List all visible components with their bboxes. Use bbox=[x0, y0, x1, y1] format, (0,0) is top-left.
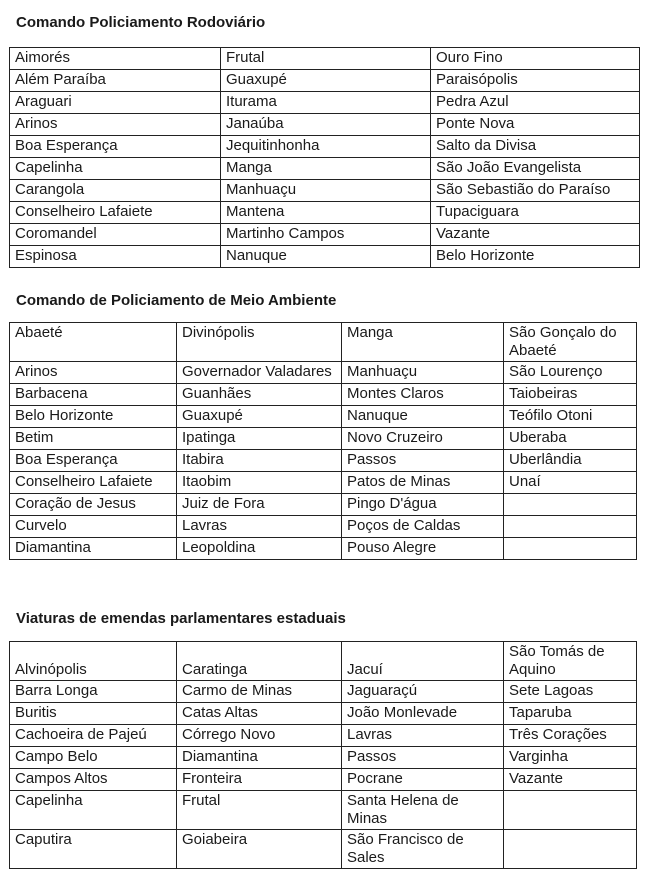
table-cell: São Lourenço bbox=[504, 362, 637, 384]
table-cell: Pocrane bbox=[342, 769, 504, 791]
table-row bbox=[10, 747, 637, 769]
table-cell: Novo Cruzeiro bbox=[342, 428, 504, 450]
table-cell: Córrego Novo bbox=[177, 725, 342, 747]
table-cell: Barra Longa bbox=[10, 681, 177, 703]
table-cell: Guaxupé bbox=[221, 70, 431, 92]
table-cell: Betim bbox=[10, 428, 177, 450]
table-cell: Além Paraíba bbox=[10, 70, 221, 92]
table-cell: Curvelo bbox=[10, 516, 177, 538]
table-cell: Ouro Fino bbox=[431, 48, 640, 70]
table-cell bbox=[504, 830, 637, 869]
table-row bbox=[10, 70, 640, 92]
table-cell: Diamantina bbox=[177, 747, 342, 769]
table-cell: Belo Horizonte bbox=[10, 406, 177, 428]
table-row bbox=[10, 406, 637, 428]
table-row bbox=[10, 516, 637, 538]
section-title-meio-ambiente: Comando de Policiamento de Meio Ambiente bbox=[16, 292, 337, 309]
table-row bbox=[10, 48, 640, 70]
table-cell: Guanhães bbox=[177, 384, 342, 406]
table-row bbox=[10, 538, 637, 560]
table-cell: Sete Lagoas bbox=[504, 681, 637, 703]
table-cell: Carmo de Minas bbox=[177, 681, 342, 703]
table-cell: Capelinha bbox=[10, 158, 221, 180]
table-cell: Catas Altas bbox=[177, 703, 342, 725]
table-cell: Boa Esperança bbox=[10, 136, 221, 158]
table-cell: Coração de Jesus bbox=[10, 494, 177, 516]
table-cell: Teófilo Otoni bbox=[504, 406, 637, 428]
table-row bbox=[10, 791, 637, 830]
table-row bbox=[10, 224, 640, 246]
table-cell: Capelinha bbox=[10, 791, 177, 830]
table-cell: Frutal bbox=[177, 791, 342, 830]
table-row bbox=[10, 703, 637, 725]
table-cell: Janaúba bbox=[221, 114, 431, 136]
table-cell: Araguari bbox=[10, 92, 221, 114]
table-row bbox=[10, 472, 637, 494]
section-title-rodoviario: Comando Policiamento Rodoviário bbox=[16, 14, 266, 31]
table-cell: Fronteira bbox=[177, 769, 342, 791]
table-row bbox=[10, 642, 637, 681]
table-row bbox=[10, 725, 637, 747]
table-cell: Abaeté bbox=[10, 323, 177, 362]
table-cell bbox=[504, 791, 637, 830]
table-cell: São Tomás de Aquino bbox=[504, 642, 637, 681]
table-cell: Uberlândia bbox=[504, 450, 637, 472]
table-cell: Manga bbox=[342, 323, 504, 362]
table-row bbox=[10, 681, 637, 703]
table-cell: Iturama bbox=[221, 92, 431, 114]
table-cell: Montes Claros bbox=[342, 384, 504, 406]
table-row bbox=[10, 323, 637, 362]
table-cell: Campo Belo bbox=[10, 747, 177, 769]
table-cell: Diamantina bbox=[10, 538, 177, 560]
table-row bbox=[10, 384, 637, 406]
table-cell: Uberaba bbox=[504, 428, 637, 450]
table-cell: São João Evangelista bbox=[431, 158, 640, 180]
table-cell: Vazante bbox=[431, 224, 640, 246]
table-cell: Arinos bbox=[10, 114, 221, 136]
table-cell: Carangola bbox=[10, 180, 221, 202]
table-cell: Espinosa bbox=[10, 246, 221, 268]
table-cell: João Monlevade bbox=[342, 703, 504, 725]
table-row bbox=[10, 92, 640, 114]
table-cell: Nanuque bbox=[342, 406, 504, 428]
table-row bbox=[10, 202, 640, 224]
table-cell: Frutal bbox=[221, 48, 431, 70]
table-meio-ambiente bbox=[9, 322, 637, 560]
table-row bbox=[10, 114, 640, 136]
table-row bbox=[10, 158, 640, 180]
table-cell: São Francisco de Sales bbox=[342, 830, 504, 869]
table-cell: Juiz de Fora bbox=[177, 494, 342, 516]
table-cell: Jequitinhonha bbox=[221, 136, 431, 158]
table-cell bbox=[504, 538, 637, 560]
table-cell: Arinos bbox=[10, 362, 177, 384]
table-cell bbox=[504, 516, 637, 538]
table-cell: Boa Esperança bbox=[10, 450, 177, 472]
table-cell: Pedra Azul bbox=[431, 92, 640, 114]
table-cell: Paraisópolis bbox=[431, 70, 640, 92]
table-cell bbox=[504, 494, 637, 516]
table-cell: Leopoldina bbox=[177, 538, 342, 560]
table-cell: Caputira bbox=[10, 830, 177, 869]
table-cell: Barbacena bbox=[10, 384, 177, 406]
table-cell: Conselheiro Lafaiete bbox=[10, 202, 221, 224]
table-cell: Patos de Minas bbox=[342, 472, 504, 494]
table-cell: Campos Altos bbox=[10, 769, 177, 791]
table-cell: Poços de Caldas bbox=[342, 516, 504, 538]
table-cell: Santa Helena de Minas bbox=[342, 791, 504, 830]
table-cell: Goiabeira bbox=[177, 830, 342, 869]
table-cell: Manga bbox=[221, 158, 431, 180]
table-row bbox=[10, 362, 637, 384]
table-cell: Ponte Nova bbox=[431, 114, 640, 136]
table-row bbox=[10, 450, 637, 472]
table-cell: Salto da Divisa bbox=[431, 136, 640, 158]
table-cell: Taparuba bbox=[504, 703, 637, 725]
table-cell: Divinópolis bbox=[177, 323, 342, 362]
table-cell: Jaguaraçú bbox=[342, 681, 504, 703]
table-cell: Jacuí bbox=[342, 642, 504, 681]
table-cell: Mantena bbox=[221, 202, 431, 224]
table-cell: Ipatinga bbox=[177, 428, 342, 450]
table-cell: Nanuque bbox=[221, 246, 431, 268]
table-cell: Itabira bbox=[177, 450, 342, 472]
table-cell: Pouso Alegre bbox=[342, 538, 504, 560]
table-cell: São Gonçalo do Abaeté bbox=[504, 323, 637, 362]
section-title-emendas: Viaturas de emendas parlamentares estaduais bbox=[16, 610, 346, 627]
table-cell: Cachoeira de Pajeú bbox=[10, 725, 177, 747]
table-cell: Lavras bbox=[342, 725, 504, 747]
table-cell: Pingo D'água bbox=[342, 494, 504, 516]
table-row bbox=[10, 136, 640, 158]
table-cell: Conselheiro Lafaiete bbox=[10, 472, 177, 494]
table-cell: Taiobeiras bbox=[504, 384, 637, 406]
table-cell: Unaí bbox=[504, 472, 637, 494]
table-cell: Tupaciguara bbox=[431, 202, 640, 224]
table-emendas bbox=[9, 641, 637, 869]
table-cell: Buritis bbox=[10, 703, 177, 725]
table-cell: Vazante bbox=[504, 769, 637, 791]
table-row bbox=[10, 769, 637, 791]
table-cell: Caratinga bbox=[177, 642, 342, 681]
table-cell: Itaobim bbox=[177, 472, 342, 494]
table-row bbox=[10, 246, 640, 268]
table-cell: Belo Horizonte bbox=[431, 246, 640, 268]
table-row bbox=[10, 180, 640, 202]
table-cell: Alvinópolis bbox=[10, 642, 177, 681]
table-cell: Passos bbox=[342, 450, 504, 472]
table-cell: Governador Valadares bbox=[177, 362, 342, 384]
table-cell: Aimorés bbox=[10, 48, 221, 70]
table-row bbox=[10, 830, 637, 869]
table-row bbox=[10, 428, 637, 450]
table-cell: Varginha bbox=[504, 747, 637, 769]
table-cell: Passos bbox=[342, 747, 504, 769]
table-rodoviario bbox=[9, 47, 640, 268]
table-cell: São Sebastião do Paraíso bbox=[431, 180, 640, 202]
table-cell: Martinho Campos bbox=[221, 224, 431, 246]
table-row bbox=[10, 494, 637, 516]
table-cell: Três Corações bbox=[504, 725, 637, 747]
table-cell: Manhuaçu bbox=[342, 362, 504, 384]
table-cell: Lavras bbox=[177, 516, 342, 538]
table-cell: Guaxupé bbox=[177, 406, 342, 428]
table-cell: Coromandel bbox=[10, 224, 221, 246]
table-cell: Manhuaçu bbox=[221, 180, 431, 202]
